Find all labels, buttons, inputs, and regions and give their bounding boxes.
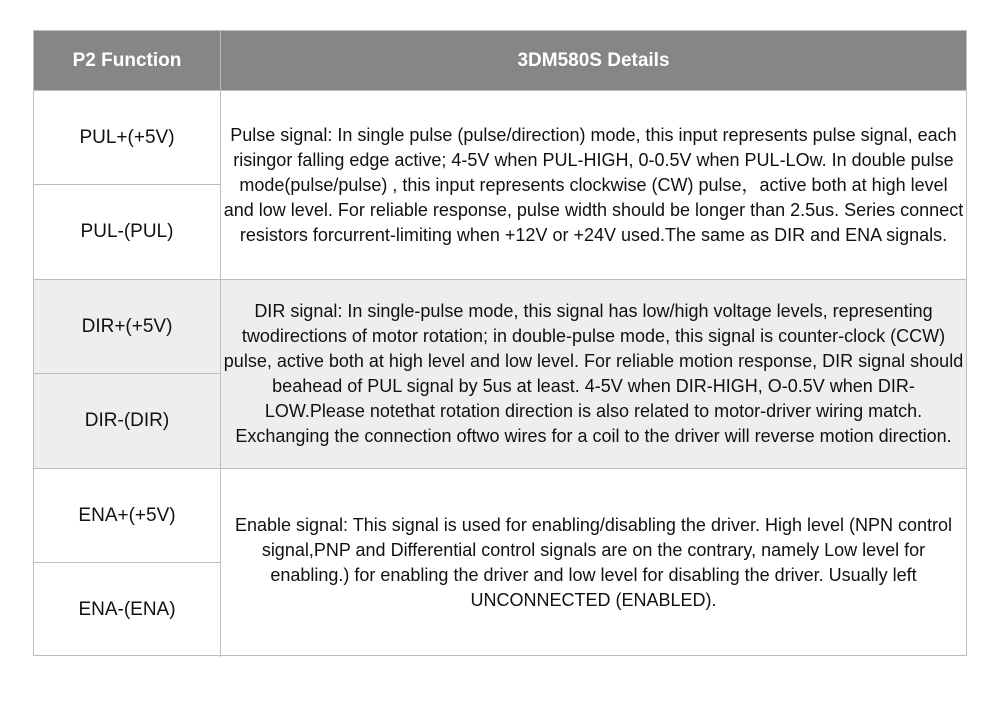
table-row-ena [34,468,966,657]
table-row-pul [34,90,966,279]
pin-pul-plus: PUL+(+5V) [34,91,221,185]
pul-details: Pulse signal: In single pulse (pulse/direction) mode, this input represents pulse signal, each risingor falling edge active; 4-5V when PUL-HIGH, 0-0.5V when PUL-LOw. In double pulse mode(pulse/pulse) , this input represents clockwise (CW) pulse，active both at high level and low level. For reliable response, pulse width should be longer than 2.5us. Series connect resistors forcurrent-limiting when +12V or +24V used.The same as DIR and ENA signals. [223,124,964,245]
table-header [34,31,966,90]
header-details: 3DM580S Details [517,49,670,71]
table-row-dir [34,279,966,468]
ena-details: Enable signal: This signal is used for enabling/disabling the driver. High level (NPN control signal,PNP and Differential control signals are on the contrary, namely Low level for enabling.) for enabling the driver and low level for disabling the driver. Usually left UNCONNECTED (ENABLED). [234,515,953,610]
pin-ena-plus: ENA+(+5V) [34,469,221,563]
pin-dir-plus: DIR+(+5V) [34,280,221,374]
header-p2-function: P2 Function [34,31,221,90]
p2-function-table [33,30,967,656]
pin-dir-minus: DIR-(DIR) [34,374,221,468]
dir-details: DIR signal: In single-pulse mode, this signal has low/high voltage levels, representing twodirections of motor rotation; in double-pulse mode, this signal is counter-clock (CCW) pulse, active both at high level and low level. For reliable motion response, DIR signal should beahead of PUL signal by 5us at least. 4-5V when DIR-HIGH, O-0.5V when DIR-LOW.Please notethat rotation direction is also related to motor-driver wiring match. Exchanging the connection oftwo wires for a coil to the driver will reverse motion direction. [223,301,964,446]
pin-pul-minus: PUL-(PUL) [34,185,221,279]
pin-ena-minus: ENA-(ENA) [34,563,221,657]
